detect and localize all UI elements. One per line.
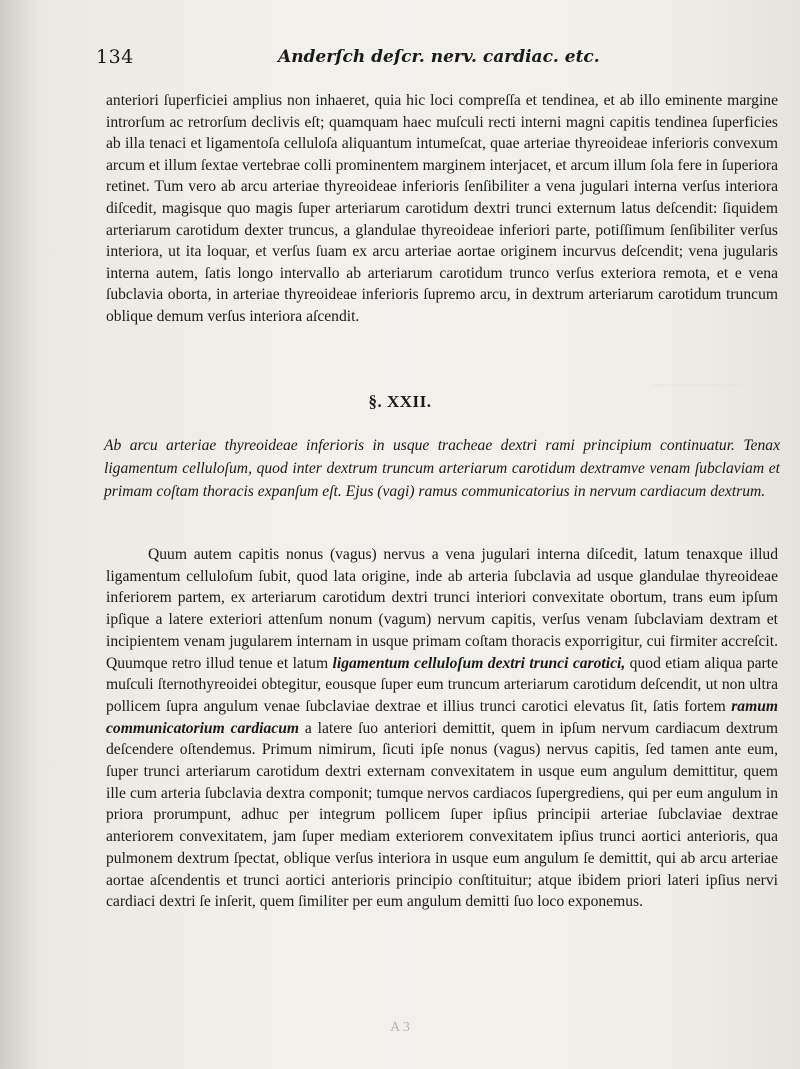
signature-mark: A 3 <box>390 1020 410 1035</box>
paragraph-continued: anteriori ſuperficiei amplius non inhaeret, quia hic loci compreſſa et tendinea, et ab illo eminente margine introrſum ac retrorſum declivis eſt; quamquam haec muſculi recti interni magni capitis tendinea ſuperficies ab illa tenaci et ligamentoſa celluloſa aliquantum intumeſcat, quae arteriae thyreoideae inferioris convexum arcum et illum ſextae vertebrae colli prominentem marginem interjacet, et arcum illum ſola fere in ſuperiora retinet. Tum vero ab arcu arteriae thyreoideae inferioris ſenſibiliter a vena jugulari interna verſus interiora diſcedit, magisque quo magis ſuper arteriarum carotidum dextri trunci externum latus deſcendit: ſiquidem arteriarum carotidum dexter truncus, a glandulae thyreoideae inferiori parte, potiſſimum ſenſibiliter verſus interiora, ut ita loquar, et verſus ſuam ex arcu arteriae aortae originem incurvus deſcendit; vena jugularis interna autem, ſatis longo intervallo ab arteriarum carotidum trunco verſus exteriora remota, et e vena ſubclavia oborta, in arteriae thyreoideae inferioris ſupremo arcu, in dextrum arteriarum carotidum truncum oblique demum verſus interiora aſcendit. <box>106 92 778 325</box>
section-summary: Ab arcu arteriae thyreoideae inferioris in usque tracheae dextri rami principium continuatur. Tenax ligamentum celluloſum, quod inter dextrum truncum arteriarum carotidum dextramve venam ſubclaviam et primam coſtam thoracis expanſum eſt. Ejus (vagi) ramus communicatorius in nervum cardiacum dextrum. <box>104 437 780 500</box>
emphasis-ligamentum: ligamentum celluloſum dextri trunci carotici, <box>332 654 626 672</box>
paragraph-main <box>106 544 778 913</box>
running-head: Anderſch deſcr. nerv. cardiac. etc. <box>278 47 600 67</box>
paragraph-text-3: a latere ſuo anteriori demittit, quem in ipſum nervum cardiacum dextrum deſcendere oſtendemus. Primum nimirum, ſicuti ipſe nonus (vagus) nervus capitis, ſed tamen ante eum, ſuper trunci arteriarum carotidum dextri externam convexitatem in usque eum angulum demittitur, quem ille cum arteria ſubclavia dextra componit; tumque nervos cardiacos ſupergrediens, qui per eum angulum in priora prorumpunt, adhuc per integrum pollicem ſuper ipſius principii arteriae ſubclaviae dextrae anteriorem convexitatem, jam ſuper mediam exteriorem convexitatem ipſius trunci aortici anterioris, qua pulmonem dextrum ſpectat, oblique verſus interiora in usque eum angulum ſe demittit, qui ab arcu arteriae aortae aſcendentis et trunci aortici anterioris principio conſtituitur; atque ibidem priori lateri ipſius nervi cardiaci dextri ſe inſerit, quem ſimiliter per eum angulum demitti ſuo loco exponemus. <box>106 719 778 911</box>
page-number: 134 <box>96 46 134 68</box>
paragraph-text-1: Quum autem capitis nonus (vagus) nervus a vena jugulari interna diſcedit, latum tenaxque illud ligamentum celluloſum ſubit, quod lata origine, inde ab arteria ſubclavia ad usque glandulae thyreoideae inferiorem partem, ex arteriarum carotidum dextri trunci interiori convexitate obortum, trans eum ipſum ipſique a latere exteriori attenſum nonum (vagum) nervum capitis, verſus venam ſubclaviam dextram et incipientem venam jugularem internam in usque primam coſtam thoracis exporrigitur, cui firmiter accreſcit. Quumque retro illud tenue et latum <box>106 546 778 672</box>
page-header <box>96 46 776 74</box>
emphasis-ramum: ramum communicatorium cardiacum <box>106 697 779 737</box>
paragraph-text-2: quod etiam aliqua parte muſculi ſternothyreoidei obtegitur, eousque ſuper eum truncum arteriarum carotidum deſcendit, ut non ultra pollicem ſupra angulum venae ſubclaviae dextrae et illius trunci carotici elevatus ſit, ſatis fortem <box>106 654 778 715</box>
bleed-through-text: ........................... <box>652 374 740 389</box>
section-heading: §. XXII. <box>368 392 432 411</box>
